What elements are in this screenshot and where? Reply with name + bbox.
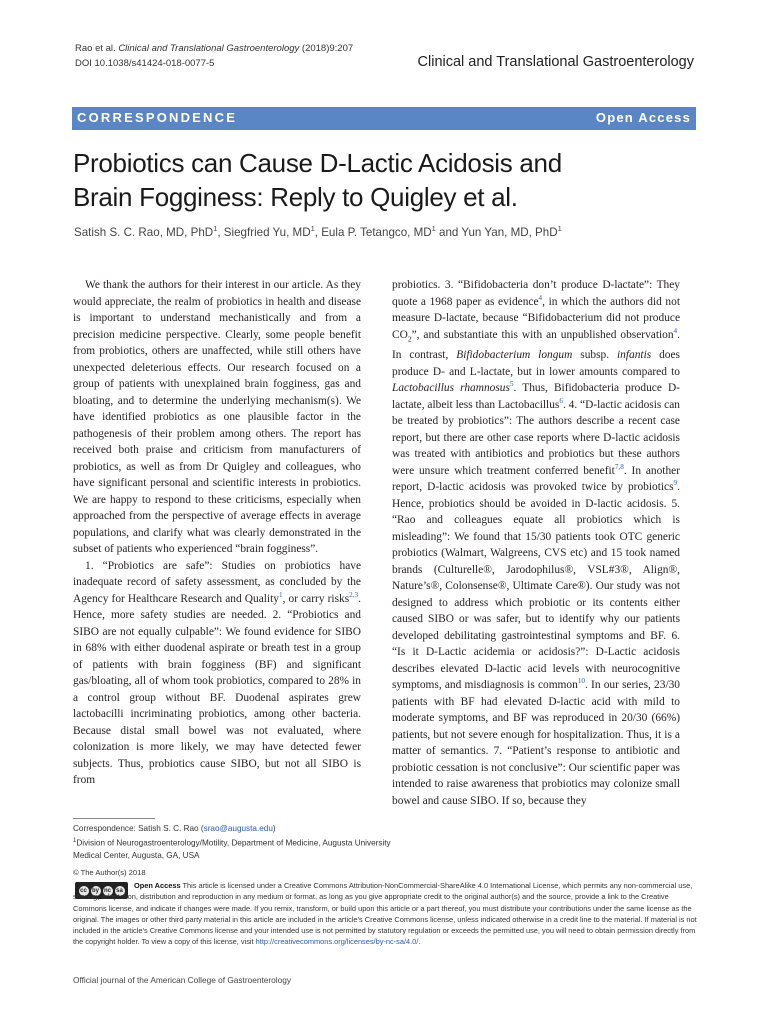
- affiliation-text: Division of Neurogastroenterology/Motility, Department of Medicine, Augusta University Medical Center, Augusta, GA, USA: [73, 838, 391, 860]
- author-name[interactable]: , Eula P. Tetangco, MD: [314, 225, 432, 239]
- license-text: [73, 880, 697, 948]
- author-name[interactable]: Satish S. C. Rao, MD, PhD: [74, 225, 214, 239]
- license-link[interactable]: http://creativecommons.org/licenses/by-nc-sa/4.0/: [255, 937, 419, 947]
- text-run: . In another report, D-lactic acidosis was provoked twice by probiotics: [392, 464, 681, 494]
- citation-authors: Rao et al.: [75, 43, 116, 54]
- affiliation-mark: 1: [73, 838, 77, 844]
- species-name: Lactobacillus rhamnosus: [392, 382, 510, 395]
- text-run: . Hence, more safety studies are needed. 2. “Probiotics and SIBO are not equally culpable”: We found evidence for SIBO in 68% with either duodenal aspirate or breath test in a group of patients with brain fogginess (BF) and significant gas/bloating, all of whom took probiotics, compared to 28% in a control group without BF. Duodenal aspirates grew lactobacilli incriminating probiotics, among other bacteria. Because distal small bowel was not evaluated, where colonization is more likely, we may have detected fewer subjects. Thus, probiotics cause SIBO, but not all SIBO is from: [73, 592, 361, 786]
- citation-ref[interactable]: 7,8: [614, 462, 624, 471]
- paragraph: [392, 277, 680, 809]
- text-run: This article is licensed under a Creative Commons Attribution-NonCommercial-ShareAlike 4.0 International License, which permits any non-commercial use, sharing, adaptation, distribution and reproduction in any medium or format, as long as you give appropriate credit to the original author(s) and the source, provide a link to the Creative Commons license, and indicate if changes were made. If you remix, transform, or build upon this article or a part thereof, you must distribute your contributions under the same license as the original. The images or other third party material in this article are included in the article’s Creative Commons license, unless indicated otherwise in a credit line to the material. If material is not included in the article’s Creative Commons license and your intended use is not permitted by statutory regulation or exceeds the permitted use, you will need to obtain permission directly from the copyright holder. To view a copy of this license, visit: [73, 881, 697, 947]
- text-run: ): [272, 824, 276, 833]
- sa-icon: sa: [116, 887, 123, 894]
- affiliation-mark: 1: [310, 224, 315, 233]
- title-line-2: Brain Fogginess: Reply to Quigley et al.: [73, 182, 518, 212]
- author-list: [74, 224, 562, 239]
- affiliation-mark: 1: [213, 224, 218, 233]
- paragraph: We thank the authors for their interest in our article. As they would appreciate, the realm of probiotics in health and disease is important to understand mechanistically and from a precision medicine perspective. Clearly, some people benefit from probiotics, others are unaffected, while still others have unexpected deleterious effects. Our research focused on a group of patients with unexplained brain fogginess, gas and bloating, and to determine the underlying mechanism(s). We have identified probiotics as one plausible factor in the pathogenesis of their problem among others. The report has received both praise and criticism from manufacturers of probiotics, as well as from Dr Quigley and colleagues, who have significant personal and scientific interests in probiotics. We are happy to respond to these criticisms, especially when approached from the perspective of average effects in average populations, and clarify what was clearly demonstrated in the subset of patients who experienced “brain fogginess”.: [73, 279, 361, 555]
- citation-ref[interactable]: 9: [673, 479, 678, 488]
- doi[interactable]: DOI 10.1038/s41424-018-0077-5: [75, 58, 215, 69]
- citation-year-volume: (2018)9:207: [299, 43, 354, 54]
- author-name[interactable]: , Siegfried Yu, MD: [217, 225, 311, 239]
- citation-ref[interactable]: 5: [509, 380, 514, 389]
- text-run: . In contrast,: [392, 328, 680, 362]
- paragraph: [73, 558, 361, 789]
- species-name: infantis: [617, 349, 652, 362]
- citation-ref[interactable]: 2,3: [349, 590, 359, 599]
- body-column-left: [73, 277, 361, 789]
- affiliation-line: [73, 835, 393, 862]
- citation-ref[interactable]: 4: [538, 293, 543, 302]
- journal-name: Clinical and Translational Gastroenterology: [417, 54, 694, 70]
- text-run: , or carry risks: [282, 592, 350, 605]
- title-line-1: Probiotics can Cause D-Lactic Acidosis and: [73, 148, 562, 178]
- correspondence-note: [73, 823, 393, 862]
- subscript: 2: [407, 333, 412, 343]
- text-run: . 4. “D-lactic acidosis can be treated by probiotics”: The authors describe a recent case report, but there are other case reports where D-lactic acidosis was treated with antibiotics and probiotics but these authors were unsure which treatment conferred benefit: [392, 398, 680, 477]
- text-run: ”, and substantiate this with an unpublished observation: [411, 328, 674, 341]
- correspondence-line: [73, 823, 393, 835]
- affiliation-mark: 1: [557, 224, 562, 233]
- text-run: . Thus, Bifidobacteria produce D-lactate, albeit less than Lactobacillus: [392, 382, 680, 411]
- citation-header: [75, 41, 353, 71]
- text-run: . Hence, probiotics should be avoided in D-lactic acidosis. 5. “Rao and colleagues equate all probiotics which is misleading”: We found that 15/30 patients took OTC generic probiotics (Walmart, Walgreens, CVS etc) and 15 took named brands (Culturelle®, Jarodophilus®, VSL#3®, Align®, Nature’s®, Colonsense®, Ultimate Care®). Our study was not designed to address which probiotic or its contents either caused SIBO or was safer, but to identify why our patients developed debilitating gastrointestinal symptoms and BF. 6. “Is it D-Lactic acidemia or acidosis?”: D-Lactic acidosis describes elevated D-lactic acid levels with neurocognitive symptoms, and misdiagnosis is common: [392, 481, 680, 692]
- affiliation-mark: 1: [431, 224, 436, 233]
- text-run: does produce D- and L-lactate, but in lower amounts compared to: [392, 349, 680, 378]
- email-link[interactable]: srao@augusta.edu: [203, 824, 273, 833]
- open-access-heading: Open Access: [134, 881, 181, 890]
- text-run: .: [418, 937, 421, 947]
- by-icon: by: [91, 887, 99, 894]
- text-run: probiotics. 3. “Bifidobacteria don’t produce D-lactate”: They quote a 1968 paper as evidence: [392, 279, 680, 308]
- body-column-right: [392, 277, 680, 809]
- section-banner: [72, 107, 696, 130]
- text-run: , in which the authors did not measure D-lactate, because “Bifidobacterium did not produce CO: [392, 295, 680, 341]
- text-run: subsp.: [572, 349, 617, 362]
- section-label: CORRESPONDENCE: [77, 110, 238, 125]
- copyright-notice: © The Author(s) 2018: [73, 868, 146, 877]
- species-name: Bifidobacterium longum: [456, 349, 573, 362]
- cc-icon: cc: [80, 887, 87, 894]
- text-run: 1. “Probiotics are safe”: Studies on probiotics have inadequate record of safety assessment, as concluded by the Agency for Healthcare Research and Quality: [73, 559, 361, 605]
- article-title: [73, 146, 693, 214]
- citation-journal: Clinical and Translational Gastroenterology: [118, 43, 300, 54]
- citation-ref[interactable]: 10: [577, 677, 586, 686]
- footnote-rule: [73, 818, 155, 819]
- citation-line: [75, 41, 353, 56]
- text-run: Correspondence: Satish S. C. Rao (: [73, 824, 204, 833]
- citation-ref[interactable]: 6: [559, 396, 563, 405]
- footer-note: Official journal of the American College of Gastroenterology: [73, 975, 291, 985]
- author-name[interactable]: and Yun Yan, MD, PhD: [435, 225, 558, 239]
- citation-ref[interactable]: 4: [673, 326, 678, 335]
- citation-ref[interactable]: 1: [278, 590, 283, 599]
- text-run: . In our series, 23/30 patients with BF had elevated D-lactic acid with mild to moderate symptoms, and BF was reproduced in 20/30 (66%) patients, but not severe enough for hospitalization. Thus, it is a matter of semantics. 7. “Patient’s response to antibiotic and probiotic cessation is not conclusive”: Our scientific paper was intended to raise awareness that probiotics may colonize small bowel and cause SIBO. If so, because they: [392, 679, 680, 807]
- nc-icon: nc: [103, 887, 111, 894]
- open-access-label: Open Access: [595, 110, 691, 125]
